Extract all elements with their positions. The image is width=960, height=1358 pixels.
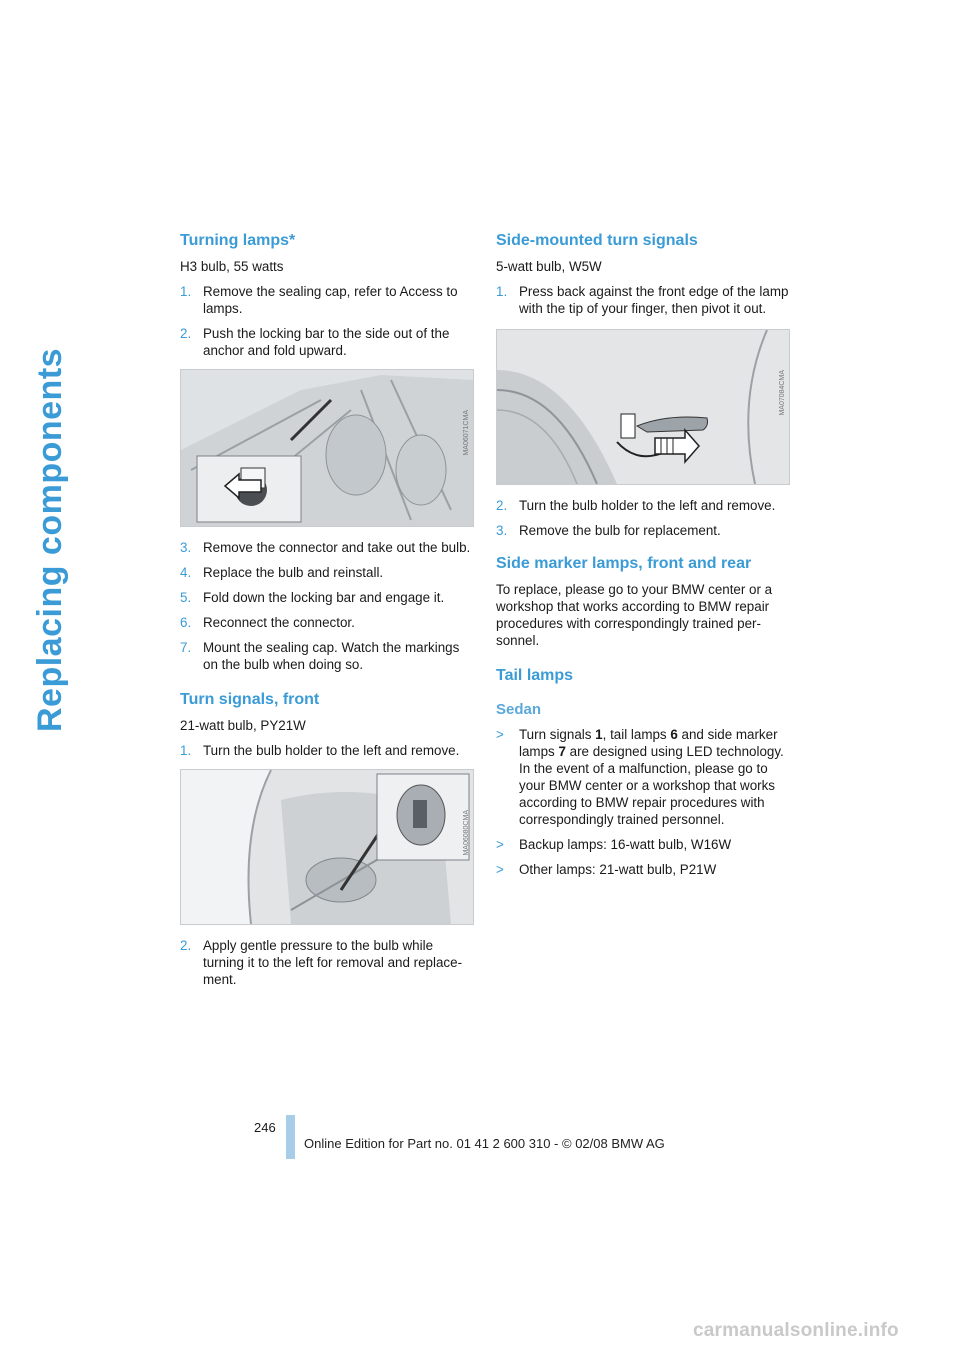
step-text: Push the locking bar to the side out of the anchor and fold upward. — [203, 326, 450, 358]
step-text: Remove the connector and take out the bulb. — [203, 540, 471, 555]
front-signal-figure — [180, 769, 474, 925]
step-number: 1. — [180, 284, 192, 299]
ref-number: 1 — [595, 727, 603, 742]
figure-code: MA06080CMA — [463, 810, 470, 856]
step-number: 3. — [496, 523, 508, 538]
step-number: 5. — [180, 590, 192, 605]
tail-bullet-backup — [496, 836, 792, 853]
bullet-mark: > — [496, 862, 504, 877]
step-number: 7. — [180, 640, 192, 655]
turning-step-2 — [180, 325, 476, 359]
step-number: 6. — [180, 615, 192, 630]
step-text: Mount the sealing cap. Watch the markings on the bulb when doing so. — [203, 640, 460, 672]
step-number: 4. — [180, 565, 192, 580]
step-number: 3. — [180, 540, 192, 555]
fender-illustration — [497, 330, 789, 484]
turning-bulb-spec: H3 bulb, 55 watts — [180, 259, 284, 274]
step-text: Press back against the front edge of the lamp with the tip of your finger, then pivot it out. — [519, 284, 789, 316]
front-step-1 — [180, 742, 476, 759]
turning-step-5 — [180, 589, 476, 606]
page-number: 246 — [254, 1120, 276, 1135]
turning-step-7 — [180, 639, 476, 673]
heading-tail-lamps: Tail lamps — [496, 667, 574, 684]
right-column — [496, 228, 792, 886]
bullet-text — [519, 726, 792, 828]
headlight-housing-illustration — [181, 770, 473, 924]
text-part: and side marker lamps — [519, 727, 778, 759]
side-step-1 — [496, 283, 792, 317]
step-text: Turn the bulb holder to the left and remove. — [519, 498, 776, 513]
turning-step-3 — [180, 539, 476, 556]
step-text: Apply gentle pressure to the bulb while turning it to the left for removal and replacement. — [203, 938, 463, 987]
step-text: Replace the bulb and reinstall. — [203, 565, 384, 580]
heading-side-mounted-signals: Side-mounted turn signals — [496, 232, 698, 249]
footer-accent-bar — [286, 1115, 295, 1159]
step-text: Turn the bulb holder to the left and remove. — [203, 743, 460, 758]
engine-bay-illustration — [181, 370, 473, 526]
turning-step-6 — [180, 614, 476, 631]
text-part: Turn signals — [519, 727, 596, 742]
turning-lamp-figure — [180, 369, 474, 527]
step-number: 1. — [180, 743, 192, 758]
step-text: Reconnect the connector. — [203, 615, 355, 630]
step-text: Remove the sealing cap, refer to Access to lamps. — [203, 284, 458, 316]
step-number: 2. — [180, 938, 192, 953]
heading-turn-signals-front: Turn signals, front — [180, 691, 320, 708]
ref-number: 7 — [558, 744, 566, 759]
step-number: 1. — [496, 284, 508, 299]
side-signal-figure — [496, 329, 790, 485]
front-step-2 — [180, 937, 476, 988]
subheading-sedan: Sedan — [496, 701, 542, 718]
tail-bullet-other — [496, 861, 792, 878]
step-text: Fold down the locking bar and engage it. — [203, 590, 445, 605]
left-column — [180, 228, 476, 996]
text-part: , tail lamps — [602, 727, 671, 742]
front-bulb-spec: 21-watt bulb, PY21W — [180, 718, 306, 733]
site-watermark: carmanualsonline.info — [693, 1320, 899, 1341]
edition-note: Online Edition for Part no. 01 41 2 600 310 - © 02/08 BMW AG — [304, 1136, 665, 1151]
bullet-mark: > — [496, 727, 504, 742]
side-step-3 — [496, 522, 792, 539]
bullet-text: Backup lamps: 16-watt bulb, W16W — [519, 837, 732, 852]
side-mounted-bulb-spec: 5-watt bulb, W5W — [496, 259, 602, 274]
heading-side-marker-lamps: Side marker lamps, front and rear — [496, 555, 752, 572]
chapter-title-text: Replacing components — [31, 347, 69, 732]
step-number: 2. — [496, 498, 508, 513]
side-marker-text: To replace, please go to your BMW center or a workshop that works according to BMW repair procedures with correspondingly trained personnel. — [496, 582, 773, 648]
step-text: Remove the bulb for replacement. — [519, 523, 721, 538]
turning-step-4 — [180, 564, 476, 581]
figure-code: MA07084CMA — [779, 370, 786, 416]
side-step-2 — [496, 497, 792, 514]
text-part: are designed using LED technology. In the event of a malfunction, please go to your BMW center or a workshop that works according to BMW repair procedures with correspondingly trained personnel. — [519, 744, 784, 827]
bullet-mark: > — [496, 837, 504, 852]
ref-number: 6 — [670, 727, 678, 742]
bullet-text: Other lamps: 21-watt bulb, P21W — [519, 862, 717, 877]
heading-turning-lamps: Turning lamps* — [180, 232, 296, 249]
tail-bullet-led — [496, 726, 792, 828]
figure-code: MA06071CMA — [463, 410, 470, 456]
step-number: 2. — [180, 326, 192, 341]
turning-step-1 — [180, 283, 476, 317]
